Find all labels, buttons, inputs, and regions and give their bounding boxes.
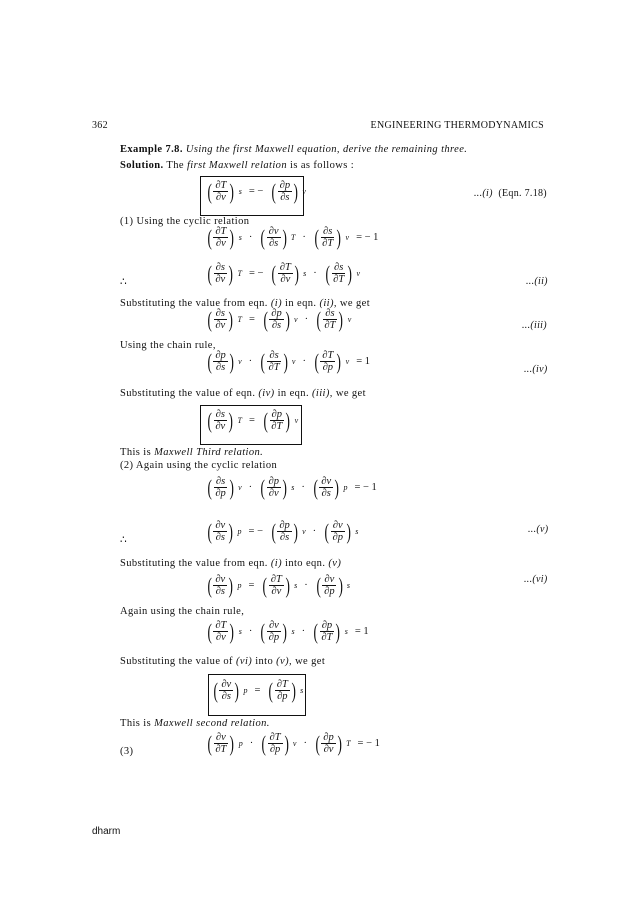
subst2-line: Substituting the value of eqn. (iv) in eqn. (iii), we get bbox=[120, 388, 366, 399]
second-relation-line: This is Maxwell second relation. bbox=[120, 718, 270, 729]
step2-text: (2) Again using the cyclic relation bbox=[120, 460, 278, 471]
maxwell-second-relation: ( $\frac{\partial v}{\partial s}$ ) p = ( $\frac{\partial T}{\partial p}$ ) s bbox=[213, 677, 304, 703]
therefore-symbol: ∴ bbox=[120, 277, 128, 288]
chain-text: Using the chain rule, bbox=[120, 340, 216, 351]
footer-mark: dharm bbox=[92, 826, 121, 837]
maxwell-third-relation: ( $\frac{\partial s}{\partial v}$ ) T = ( $\frac{\partial p}{\partial T}$ ) v bbox=[207, 407, 299, 433]
example-label: Example 7.8. bbox=[120, 144, 183, 155]
eq1-tag: ...(i) (Eqn. 7.18) bbox=[474, 188, 547, 199]
step1-text: (1) Using the cyclic relation bbox=[120, 216, 250, 227]
equation-4: ( $\frac{\partial p}{\partial s}$ ) v · ( $\frac{\partial s}{\partial T}$ ) v · ( $\frac{\partial T}{\partial p}$ ) v = 1 bbox=[207, 348, 370, 374]
eq5-tag: ...(v) bbox=[528, 524, 549, 535]
running-title: ENGINEERING THERMODYNAMICS bbox=[370, 120, 544, 131]
step3-label: (3) bbox=[120, 746, 134, 757]
third-relation-line: This is Maxwell Third relation. bbox=[120, 447, 264, 458]
cyclic-relation: ( $\frac{\partial T}{\partial v}$ ) s · ( $\frac{\partial v}{\partial s}$ ) T · ( $\frac{\partial s}{\partial T}$ ) v = − 1 bbox=[207, 224, 379, 250]
eq2-tag: ...(ii) bbox=[526, 276, 548, 287]
eq6-tag: ...(vi) bbox=[524, 574, 548, 585]
chain2-text: Again using the chain rule, bbox=[120, 606, 245, 617]
page-number: 362 bbox=[92, 120, 108, 131]
cyclic-relation-3: ( $\frac{\partial v}{\partial T}$ ) p · ( $\frac{\partial T}{\partial p}$ ) v · ( $\frac{\partial p}{\partial v}$ ) T = − 1 bbox=[207, 730, 380, 756]
chain-relation-2: ( $\frac{\partial T}{\partial v}$ ) s · ( $\frac{\partial v}{\partial p}$ ) s · ( $\frac{\partial p}{\partial T}$ ) s = 1 bbox=[207, 618, 369, 644]
solution-line: Solution. The first Maxwell relation is as follows : bbox=[120, 160, 355, 171]
example-line bbox=[120, 144, 467, 155]
eq4-tag: ...(iv) bbox=[524, 364, 548, 375]
subst4-line: Substituting the value of (vi) into (v), we get bbox=[120, 656, 326, 667]
equation-3: ( $\frac{\partial s}{\partial v}$ ) T = ( $\frac{\partial p}{\partial s}$ ) v · ( $\frac{\partial s}{\partial T}$ ) v bbox=[207, 306, 352, 332]
subst3-line: Substituting the value from eqn. (i) into eqn. (v) bbox=[120, 558, 342, 569]
equation-2: ( $\frac{\partial s}{\partial v}$ ) T = − ( $\frac{\partial T}{\partial v}$ ) s · ( $\frac{\partial s}{\partial T}$ ) v bbox=[207, 260, 361, 286]
subst1-line: Substituting the value from eqn. (i) in eqn. (ii), we get bbox=[120, 298, 371, 309]
example-statement: Using the first Maxwell equation, derive the remaining three. bbox=[185, 144, 468, 155]
equation-5: ( $\frac{\partial v}{\partial s}$ ) p = − ( $\frac{\partial p}{\partial s}$ ) v · ( $\frac{\partial v}{\partial p}$ ) s bbox=[207, 518, 359, 544]
equation-6: ( $\frac{\partial v}{\partial s}$ ) p = ( $\frac{\partial T}{\partial v}$ ) s · ( $\frac{\partial v}{\partial p}$ ) s bbox=[207, 572, 351, 598]
cyclic-relation-2: ( $\frac{\partial s}{\partial p}$ ) v · ( $\frac{\partial p}{\partial v}$ ) s · ( $\frac{\partial v}{\partial s}$ ) p = − 1 bbox=[207, 474, 377, 500]
solution-label: Solution. bbox=[120, 160, 164, 171]
therefore-symbol-2: ∴ bbox=[120, 535, 128, 546]
equation-1: ( $\frac{\partial T}{\partial v}$ ) s = − ( $\frac{\partial p}{\partial s}$ ) v bbox=[207, 178, 306, 204]
eq3-tag: ...(iii) bbox=[522, 320, 547, 331]
